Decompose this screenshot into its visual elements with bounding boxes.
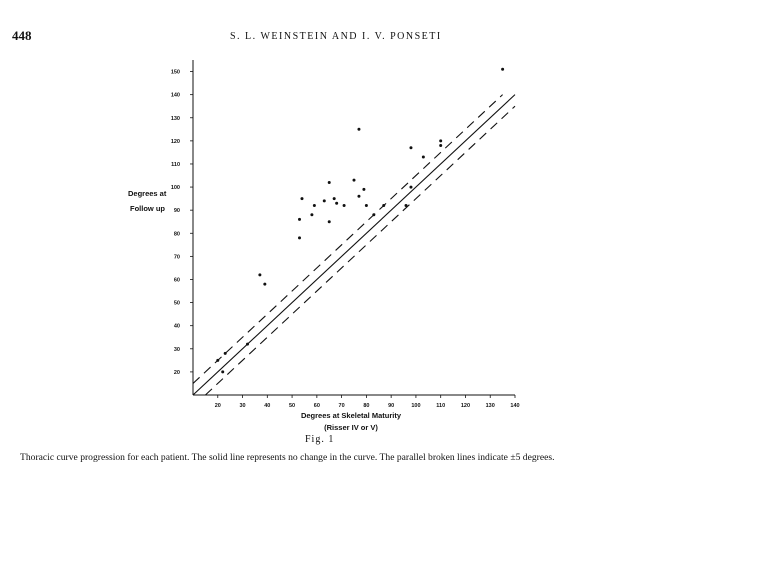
data-point	[357, 128, 360, 131]
data-point	[328, 220, 331, 223]
data-points	[216, 68, 504, 374]
plus-minus-5-line	[193, 95, 503, 384]
y-tick-label: 140	[170, 92, 180, 99]
data-point	[409, 146, 412, 149]
y-tick-label: 20	[173, 369, 180, 376]
x-tick-label: 80	[363, 403, 370, 409]
x-tick-label: 70	[338, 403, 345, 409]
x-tick-label: 30	[239, 403, 246, 409]
data-point	[246, 343, 249, 346]
data-point	[258, 273, 261, 276]
x-tick-label: 130	[485, 403, 495, 409]
y-tick-label: 40	[173, 323, 180, 330]
data-point	[405, 204, 408, 207]
plus-minus-5-line	[205, 106, 515, 395]
data-point	[323, 199, 326, 202]
data-point	[263, 283, 266, 286]
data-point	[382, 204, 385, 207]
data-point	[224, 352, 227, 355]
data-point	[335, 202, 338, 205]
data-point	[365, 204, 368, 207]
data-point	[353, 179, 356, 182]
data-point	[333, 197, 336, 200]
data-point	[313, 204, 316, 207]
no-change-line	[193, 95, 515, 395]
y-tick-label: 120	[170, 138, 180, 145]
data-point	[216, 359, 219, 362]
y-axis-title-line2: Follow up	[130, 204, 165, 213]
y-tick-label: 110	[171, 161, 180, 168]
x-tick-label: 50	[289, 403, 296, 409]
y-tick-label: 70	[173, 254, 180, 261]
y-tick-label: 30	[173, 346, 180, 353]
data-point	[328, 181, 331, 184]
x-tick-label: 40	[264, 403, 271, 409]
axes	[193, 60, 515, 395]
x-tick-label: 140	[510, 403, 520, 409]
data-point	[422, 156, 425, 159]
data-point	[298, 236, 301, 239]
data-point	[439, 144, 442, 147]
data-point	[409, 186, 412, 189]
y-tick-label: 50	[173, 300, 180, 307]
y-ticks	[171, 70, 193, 376]
data-point	[362, 188, 365, 191]
x-tick-label: 120	[460, 403, 471, 409]
x-tick-label: 110	[436, 403, 446, 409]
running-head: S. L. WEINSTEIN AND I. V. PONSETI	[230, 31, 442, 42]
data-point	[221, 370, 224, 373]
y-tick-label: 80	[173, 231, 180, 238]
data-point	[357, 195, 360, 198]
data-point	[439, 139, 442, 142]
data-point	[372, 213, 375, 216]
y-tick-label: 60	[173, 277, 180, 284]
y-tick-label: 90	[173, 208, 180, 215]
y-tick-label: 150	[170, 69, 180, 76]
reference-lines	[193, 95, 515, 395]
data-point	[343, 204, 346, 207]
x-ticks	[215, 395, 520, 409]
x-axis-title-line2: (Risser IV or V)	[324, 423, 378, 432]
y-tick-label: 100	[170, 185, 180, 192]
page-number: 448	[12, 28, 32, 43]
data-point	[501, 68, 504, 71]
data-point	[310, 213, 313, 216]
y-tick-label: 130	[170, 115, 180, 122]
figure-label: Fig. 1	[305, 434, 335, 445]
x-axis-title-line1: Degrees at Skeletal Maturity	[300, 411, 402, 420]
x-tick-label: 90	[388, 403, 395, 409]
data-point	[298, 218, 301, 221]
data-point	[300, 197, 303, 200]
y-axis-title-line1: Degrees at	[128, 189, 167, 198]
figure-caption: Thoracic curve progression for each patient. The solid line represents no change in the curve. The parallel broken lines indicate ±5 degrees.	[20, 452, 555, 463]
x-tick-label: 20	[214, 403, 221, 409]
x-tick-label: 100	[411, 403, 421, 409]
x-tick-label: 60	[313, 403, 320, 409]
